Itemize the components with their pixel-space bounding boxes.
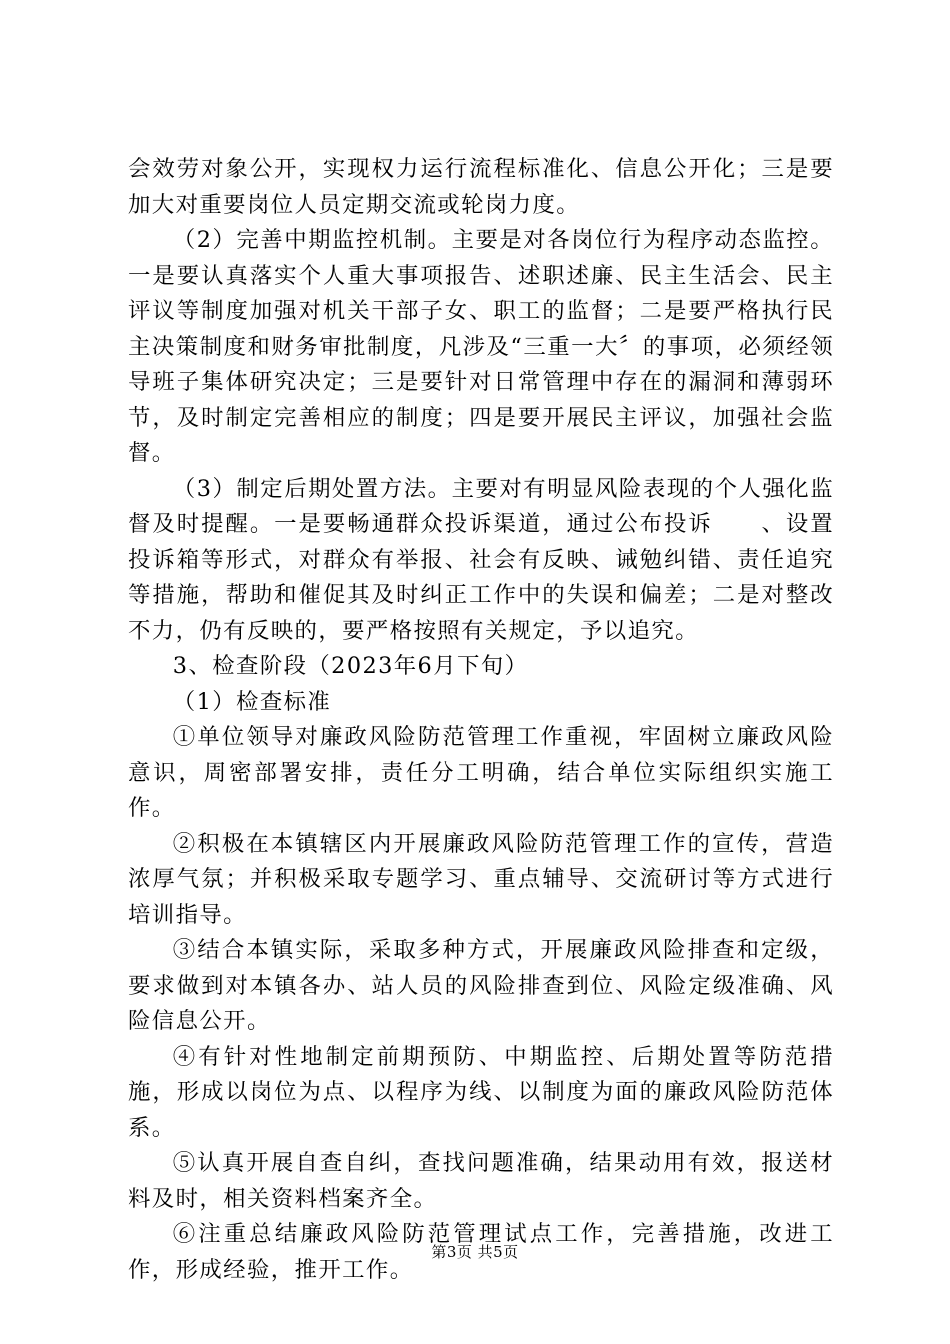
paragraph-mid-term-monitoring: （2）完善中期监控机制。主要是对各岗位行为程序动态监控。一是要认真落实个人重大事项报告、述职述廉、民主生活会、民主评议等制度加强对机关干部子女、职工的监督；二是要严格执行民主决策制度和财务审批制度，凡涉及“三重一大〞的事项，必须经领导班子集体研究决定；三是要针对日常管理中存在的漏洞和薄弱环节，及时制定完善相应的制度；四是要开展民主评议，加强社会监督。 bbox=[128, 227, 834, 466]
paragraph-post-disposal: （3）制定后期处置方法。主要对有明显风险表现的个人强化监督及时提醒。一是要畅通群众投诉渠道，通过公布投诉 、设置投诉箱等形式，对群众有举报、社会有反映、诫勉纠错、责任追究等措施，帮助和催促其及时纠正工作中的失误和偏差；二是对整改不力，仍有反映的，要严格按照有关规定，予以追究。 bbox=[128, 475, 834, 644]
standard-item-5: ⑤认真开展自查自纠，查找问题准确，结果动用有效，报送材料及时，相关资料档案齐全。 bbox=[128, 1150, 834, 1212]
page-footer: 第3页 共5页 bbox=[431, 1243, 519, 1261]
standard-item-2: ②积极在本镇辖区内开展廉政风险防范管理工作的宣传，营造浓厚气氛；并积极采取专题学习、重点辅导、交流研讨等方式进行培训指导。 bbox=[128, 830, 834, 928]
paragraph-continuation: 会效劳对象公开，实现权力运行流程标准化、信息公开化；三是要加大对重要岗位人员定期交流或轮岗力度。 bbox=[128, 156, 834, 218]
standard-item-3: ③结合本镇实际，采取多种方式，开展廉政风险排查和定级，要求做到对本镇各办、站人员的风险排查到位、风险定级准确、风险信息公开。 bbox=[128, 937, 834, 1034]
standard-item-6: ⑥注重总结廉政风险防范管理试点工作，完善措施，改进工作，形成经验，推开工作。 bbox=[128, 1221, 834, 1283]
document-body bbox=[128, 152, 834, 1288]
standard-item-4: ④有针对性地制定前期预防、中期监控、后期处置等防范措施，形成以岗位为点、以程序为线、以制度为面的廉政风险防范体系。 bbox=[128, 1043, 834, 1141]
subsection-heading-standards: （1）检查标准 bbox=[172, 688, 332, 715]
standard-item-1: ①单位领导对廉政风险防范管理工作重视，牢固树立廉政风险意识，周密部署安排，责任分工明确，结合单位实际组织实施工作。 bbox=[128, 724, 834, 821]
section-heading-inspection: 3、检查阶段（2023年6月下旬） bbox=[172, 653, 529, 679]
